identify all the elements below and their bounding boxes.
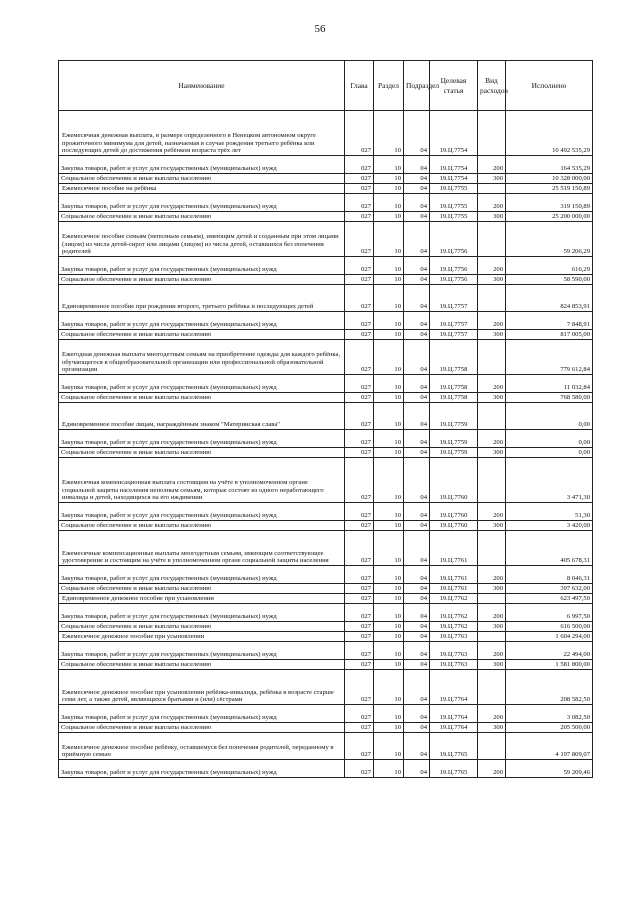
row-section: 10 bbox=[374, 184, 404, 194]
table-row bbox=[59, 566, 593, 584]
row-chapter: 027 bbox=[345, 531, 374, 566]
row-expense-type bbox=[478, 403, 506, 430]
header-chapter: Глава bbox=[345, 61, 374, 111]
row-target: 19.Ц.7754 bbox=[430, 174, 478, 184]
header-subsection: Подраздел bbox=[404, 61, 430, 111]
row-target: 19.Ц.7761 bbox=[430, 531, 478, 566]
row-expense-type bbox=[478, 632, 506, 642]
row-section: 10 bbox=[374, 285, 404, 312]
table-row bbox=[59, 375, 593, 393]
row-chapter: 027 bbox=[345, 212, 374, 222]
header-name: Наименование bbox=[59, 61, 345, 111]
row-expense-type: 200 bbox=[478, 566, 506, 584]
row-name: Социальное обеспечение и иные выплаты населению bbox=[59, 275, 345, 285]
row-subsection: 04 bbox=[404, 660, 430, 670]
row-chapter: 027 bbox=[345, 184, 374, 194]
row-section: 10 bbox=[374, 194, 404, 212]
table-row bbox=[59, 330, 593, 340]
row-expense-type: 200 bbox=[478, 430, 506, 448]
table-row bbox=[59, 521, 593, 531]
row-chapter: 027 bbox=[345, 521, 374, 531]
row-subsection: 04 bbox=[404, 531, 430, 566]
row-name: Ежемесячная компенсационная выплата состоящим на учёте в уполномоченном органе социальной защиты населения неполным семьям, которые состоят из одного неработающего инвалида и детей, находящихся на его иждивении bbox=[59, 458, 345, 503]
row-subsection: 04 bbox=[404, 340, 430, 375]
row-subsection: 04 bbox=[404, 403, 430, 430]
row-target: 19.Ц.7762 bbox=[430, 594, 478, 604]
row-name: Социальное обеспечение и иные выплаты населению bbox=[59, 584, 345, 594]
table-header-row bbox=[59, 61, 593, 111]
row-subsection: 04 bbox=[404, 430, 430, 448]
table-row bbox=[59, 285, 593, 312]
row-name: Ежемесячное пособие семьям (неполным семьям), имеющим детей и созданным при этом лицами (лицом) из числа детей-сирот или лицами (лицом) из числа детей, оставшихся без попечения родителей bbox=[59, 222, 345, 257]
row-section: 10 bbox=[374, 403, 404, 430]
table-row bbox=[59, 111, 593, 156]
table-row bbox=[59, 257, 593, 275]
row-target: 19.Ц.7759 bbox=[430, 403, 478, 430]
row-subsection: 04 bbox=[404, 330, 430, 340]
row-target: 19.Ц.7760 bbox=[430, 521, 478, 531]
row-target: 19.Ц.7757 bbox=[430, 330, 478, 340]
row-name: Социальное обеспечение и иные выплаты населению bbox=[59, 393, 345, 403]
row-expense-type: 300 bbox=[478, 393, 506, 403]
row-name: Закупка товаров, работ и услуг для государственных (муниципальных) нужд bbox=[59, 760, 345, 778]
row-expense-type bbox=[478, 340, 506, 375]
table-row bbox=[59, 448, 593, 458]
row-section: 10 bbox=[374, 212, 404, 222]
table-row bbox=[59, 733, 593, 760]
row-executed: 51,30 bbox=[506, 503, 593, 521]
row-chapter: 027 bbox=[345, 604, 374, 622]
row-name: Социальное обеспечение и иные выплаты населению bbox=[59, 723, 345, 733]
row-expense-type: 200 bbox=[478, 375, 506, 393]
row-target: 19.Ц.7765 bbox=[430, 760, 478, 778]
row-expense-type: 300 bbox=[478, 275, 506, 285]
row-executed: 1 604 294,00 bbox=[506, 632, 593, 642]
row-executed: 616,29 bbox=[506, 257, 593, 275]
row-name: Закупка товаров, работ и услуг для государственных (муниципальных) нужд bbox=[59, 312, 345, 330]
row-expense-type: 200 bbox=[478, 642, 506, 660]
row-subsection: 04 bbox=[404, 174, 430, 184]
row-chapter: 027 bbox=[345, 448, 374, 458]
row-expense-type: 300 bbox=[478, 622, 506, 632]
row-expense-type bbox=[478, 222, 506, 257]
row-name: Социальное обеспечение и иные выплаты населению bbox=[59, 330, 345, 340]
row-section: 10 bbox=[374, 340, 404, 375]
row-target: 19.Ц.7764 bbox=[430, 705, 478, 723]
row-name: Закупка товаров, работ и услуг для государственных (муниципальных) нужд bbox=[59, 257, 345, 275]
row-target: 19.Ц.7758 bbox=[430, 375, 478, 393]
row-chapter: 027 bbox=[345, 705, 374, 723]
table-row bbox=[59, 723, 593, 733]
table-row bbox=[59, 194, 593, 212]
row-chapter: 027 bbox=[345, 723, 374, 733]
row-section: 10 bbox=[374, 174, 404, 184]
row-executed: 824 853,91 bbox=[506, 285, 593, 312]
header-type: Вид расходов bbox=[478, 61, 506, 111]
row-subsection: 04 bbox=[404, 156, 430, 174]
row-expense-type bbox=[478, 184, 506, 194]
table-row bbox=[59, 312, 593, 330]
row-executed: 0,00 bbox=[506, 430, 593, 448]
row-target: 19.Ц.7759 bbox=[430, 430, 478, 448]
row-chapter: 027 bbox=[345, 430, 374, 448]
row-name: Ежемесячное денежное пособие при усыновлении ребёнка-инвалида, ребёнка в возрасте старше семи лет, а также детей, являющихся братьями и (или) сёстрами bbox=[59, 670, 345, 705]
row-chapter: 027 bbox=[345, 312, 374, 330]
row-expense-type: 300 bbox=[478, 660, 506, 670]
row-target: 19.Ц.7762 bbox=[430, 622, 478, 632]
row-chapter: 027 bbox=[345, 566, 374, 584]
table-row bbox=[59, 760, 593, 778]
row-subsection: 04 bbox=[404, 212, 430, 222]
row-section: 10 bbox=[374, 503, 404, 521]
row-section: 10 bbox=[374, 760, 404, 778]
row-name: Ежемесячное пособие на ребёнка bbox=[59, 184, 345, 194]
row-section: 10 bbox=[374, 705, 404, 723]
row-executed: 768 580,00 bbox=[506, 393, 593, 403]
row-section: 10 bbox=[374, 393, 404, 403]
row-executed: 58 590,00 bbox=[506, 275, 593, 285]
row-chapter: 027 bbox=[345, 330, 374, 340]
row-section: 10 bbox=[374, 330, 404, 340]
row-expense-type bbox=[478, 111, 506, 156]
row-executed: 10 492 535,29 bbox=[506, 111, 593, 156]
row-subsection: 04 bbox=[404, 604, 430, 622]
row-name: Социальное обеспечение и иные выплаты населению bbox=[59, 622, 345, 632]
table-row bbox=[59, 632, 593, 642]
row-executed: 616 500,00 bbox=[506, 622, 593, 632]
row-section: 10 bbox=[374, 156, 404, 174]
row-subsection: 04 bbox=[404, 222, 430, 257]
row-expense-type: 200 bbox=[478, 503, 506, 521]
row-name: Единовременное пособие лицам, награждённым знаком "Материнская слава" bbox=[59, 403, 345, 430]
row-target: 19.Ц.7760 bbox=[430, 458, 478, 503]
row-expense-type: 300 bbox=[478, 330, 506, 340]
row-chapter: 027 bbox=[345, 503, 374, 521]
row-subsection: 04 bbox=[404, 312, 430, 330]
row-section: 10 bbox=[374, 312, 404, 330]
row-chapter: 027 bbox=[345, 403, 374, 430]
row-name: Ежемесячные компенсационные выплаты многодетным семьям, имеющим соответствующее удостоверение и состоящим на учёте в уполномоченном органе социальной защиты населения bbox=[59, 531, 345, 566]
row-executed: 1 581 800,00 bbox=[506, 660, 593, 670]
row-subsection: 04 bbox=[404, 285, 430, 312]
row-subsection: 04 bbox=[404, 584, 430, 594]
row-expense-type: 200 bbox=[478, 604, 506, 622]
row-target: 19.Ц.7764 bbox=[430, 670, 478, 705]
row-expense-type bbox=[478, 594, 506, 604]
row-section: 10 bbox=[374, 275, 404, 285]
row-target: 19.Ц.7763 bbox=[430, 642, 478, 660]
row-section: 10 bbox=[374, 604, 404, 622]
row-executed: 623 497,50 bbox=[506, 594, 593, 604]
row-executed: 405 678,31 bbox=[506, 531, 593, 566]
row-subsection: 04 bbox=[404, 111, 430, 156]
row-subsection: 04 bbox=[404, 705, 430, 723]
row-executed: 319 150,89 bbox=[506, 194, 593, 212]
row-section: 10 bbox=[374, 566, 404, 584]
row-chapter: 027 bbox=[345, 275, 374, 285]
row-name: Закупка товаров, работ и услуг для государственных (муниципальных) нужд bbox=[59, 705, 345, 723]
table-row bbox=[59, 604, 593, 622]
row-executed: 22 494,00 bbox=[506, 642, 593, 660]
row-target: 19.Ц.7755 bbox=[430, 212, 478, 222]
row-expense-type bbox=[478, 733, 506, 760]
table-row bbox=[59, 222, 593, 257]
row-section: 10 bbox=[374, 632, 404, 642]
row-target: 19.Ц.7756 bbox=[430, 275, 478, 285]
row-expense-type bbox=[478, 458, 506, 503]
row-section: 10 bbox=[374, 222, 404, 257]
row-name: Единовременное пособие при рождении второго, третьего ребёнка и последующих детей bbox=[59, 285, 345, 312]
row-target: 19.Ц.7756 bbox=[430, 257, 478, 275]
row-expense-type: 200 bbox=[478, 760, 506, 778]
row-target: 19.Ц.7760 bbox=[430, 503, 478, 521]
row-executed: 8 046,31 bbox=[506, 566, 593, 584]
row-subsection: 04 bbox=[404, 448, 430, 458]
table-row bbox=[59, 660, 593, 670]
row-executed: 397 632,00 bbox=[506, 584, 593, 594]
row-target: 19.Ц.7755 bbox=[430, 184, 478, 194]
row-target: 19.Ц.7765 bbox=[430, 733, 478, 760]
row-target: 19.Ц.7755 bbox=[430, 194, 478, 212]
row-expense-type: 200 bbox=[478, 312, 506, 330]
table-row bbox=[59, 503, 593, 521]
row-subsection: 04 bbox=[404, 503, 430, 521]
row-chapter: 027 bbox=[345, 733, 374, 760]
row-name: Социальное обеспечение и иные выплаты населению bbox=[59, 660, 345, 670]
row-subsection: 04 bbox=[404, 521, 430, 531]
row-target: 19.Ц.7757 bbox=[430, 285, 478, 312]
row-section: 10 bbox=[374, 660, 404, 670]
row-section: 10 bbox=[374, 723, 404, 733]
row-executed: 25 519 150,89 bbox=[506, 184, 593, 194]
row-executed: 205 500,00 bbox=[506, 723, 593, 733]
row-chapter: 027 bbox=[345, 285, 374, 312]
row-subsection: 04 bbox=[404, 642, 430, 660]
row-executed: 817 005,00 bbox=[506, 330, 593, 340]
table-row bbox=[59, 531, 593, 566]
budget-table bbox=[58, 60, 593, 778]
row-expense-type: 200 bbox=[478, 257, 506, 275]
row-expense-type bbox=[478, 531, 506, 566]
row-name: Закупка товаров, работ и услуг для государственных (муниципальных) нужд bbox=[59, 604, 345, 622]
row-expense-type bbox=[478, 285, 506, 312]
row-name: Закупка товаров, работ и услуг для государственных (муниципальных) нужд bbox=[59, 375, 345, 393]
row-chapter: 027 bbox=[345, 594, 374, 604]
table-row bbox=[59, 670, 593, 705]
row-expense-type: 300 bbox=[478, 212, 506, 222]
row-executed: 11 032,84 bbox=[506, 375, 593, 393]
row-section: 10 bbox=[374, 584, 404, 594]
row-executed: 208 582,50 bbox=[506, 670, 593, 705]
row-expense-type: 200 bbox=[478, 194, 506, 212]
table-row bbox=[59, 622, 593, 632]
row-subsection: 04 bbox=[404, 632, 430, 642]
row-chapter: 027 bbox=[345, 458, 374, 503]
row-chapter: 027 bbox=[345, 222, 374, 257]
row-target: 19.Ц.7764 bbox=[430, 723, 478, 733]
row-executed: 10 328 000,00 bbox=[506, 174, 593, 184]
row-target: 19.Ц.7754 bbox=[430, 111, 478, 156]
row-executed: 59 209,46 bbox=[506, 760, 593, 778]
row-subsection: 04 bbox=[404, 760, 430, 778]
header-executed: Исполнено bbox=[506, 61, 593, 111]
row-executed: 0,00 bbox=[506, 403, 593, 430]
row-section: 10 bbox=[374, 521, 404, 531]
row-name: Социальное обеспечение и иные выплаты населению bbox=[59, 174, 345, 184]
row-section: 10 bbox=[374, 670, 404, 705]
row-executed: 0,00 bbox=[506, 448, 593, 458]
row-section: 10 bbox=[374, 375, 404, 393]
row-section: 10 bbox=[374, 257, 404, 275]
row-subsection: 04 bbox=[404, 566, 430, 584]
row-subsection: 04 bbox=[404, 194, 430, 212]
table-body bbox=[59, 111, 593, 778]
row-section: 10 bbox=[374, 594, 404, 604]
row-chapter: 027 bbox=[345, 622, 374, 632]
table-row bbox=[59, 156, 593, 174]
row-target: 19.Ц.7762 bbox=[430, 604, 478, 622]
row-name: Закупка товаров, работ и услуг для государственных (муниципальных) нужд bbox=[59, 194, 345, 212]
row-name: Ежемесячное денежное пособие при усыновлении bbox=[59, 632, 345, 642]
row-chapter: 027 bbox=[345, 340, 374, 375]
row-section: 10 bbox=[374, 531, 404, 566]
row-chapter: 027 bbox=[345, 174, 374, 184]
row-name: Единовременное денежное пособие при усыновлении bbox=[59, 594, 345, 604]
row-target: 19.Ц.7763 bbox=[430, 660, 478, 670]
row-expense-type: 300 bbox=[478, 723, 506, 733]
row-name: Закупка товаров, работ и услуг для государственных (муниципальных) нужд bbox=[59, 642, 345, 660]
row-expense-type: 300 bbox=[478, 584, 506, 594]
row-target: 19.Ц.7763 bbox=[430, 632, 478, 642]
row-chapter: 027 bbox=[345, 660, 374, 670]
row-section: 10 bbox=[374, 733, 404, 760]
row-target: 19.Ц.7759 bbox=[430, 448, 478, 458]
row-name: Социальное обеспечение и иные выплаты населению bbox=[59, 521, 345, 531]
row-name: Ежемесячная денежная выплата, в размере определенного в Ненецком автономном округе прожиточного минимума для детей, назначаемая в случае рождения третьего ребёнка или последующих детей до достижения ребёнком возраста трёх лет bbox=[59, 111, 345, 156]
row-subsection: 04 bbox=[404, 257, 430, 275]
row-chapter: 027 bbox=[345, 375, 374, 393]
table-row bbox=[59, 275, 593, 285]
row-chapter: 027 bbox=[345, 584, 374, 594]
row-target: 19.Ц.7761 bbox=[430, 584, 478, 594]
row-section: 10 bbox=[374, 642, 404, 660]
row-section: 10 bbox=[374, 430, 404, 448]
row-name: Ежегодная денежная выплата многодетным семьям на приобретение одежды для каждого ребёнка, обучающегося в общеобразовательной организации или профессиональной образовательной организации bbox=[59, 340, 345, 375]
row-subsection: 04 bbox=[404, 184, 430, 194]
row-target: 19.Ц.7757 bbox=[430, 312, 478, 330]
row-subsection: 04 bbox=[404, 733, 430, 760]
table-row bbox=[59, 584, 593, 594]
row-subsection: 04 bbox=[404, 458, 430, 503]
row-subsection: 04 bbox=[404, 275, 430, 285]
row-executed: 3 420,00 bbox=[506, 521, 593, 531]
row-target: 19.Ц.7758 bbox=[430, 340, 478, 375]
table-row bbox=[59, 705, 593, 723]
table-row bbox=[59, 393, 593, 403]
row-name: Закупка товаров, работ и услуг для государственных (муниципальных) нужд bbox=[59, 503, 345, 521]
row-target: 19.Ц.7756 bbox=[430, 222, 478, 257]
row-target: 19.Ц.7761 bbox=[430, 566, 478, 584]
row-name: Ежемесячное денежное пособие ребёнку, оставшемуся без попечения родителей, переданному в приёмную семью bbox=[59, 733, 345, 760]
row-subsection: 04 bbox=[404, 393, 430, 403]
header-target: Целевая статья bbox=[430, 61, 478, 111]
row-executed: 3 082,50 bbox=[506, 705, 593, 723]
table-row bbox=[59, 212, 593, 222]
row-chapter: 027 bbox=[345, 670, 374, 705]
row-expense-type: 300 bbox=[478, 448, 506, 458]
row-expense-type bbox=[478, 670, 506, 705]
row-chapter: 027 bbox=[345, 393, 374, 403]
header-section: Раздел bbox=[374, 61, 404, 111]
row-chapter: 027 bbox=[345, 156, 374, 174]
row-expense-type: 300 bbox=[478, 174, 506, 184]
row-subsection: 04 bbox=[404, 723, 430, 733]
table-row bbox=[59, 174, 593, 184]
table-row bbox=[59, 458, 593, 503]
row-expense-type: 200 bbox=[478, 705, 506, 723]
page-number: 56 bbox=[314, 23, 326, 35]
row-chapter: 027 bbox=[345, 642, 374, 660]
row-expense-type: 300 bbox=[478, 521, 506, 531]
row-chapter: 027 bbox=[345, 257, 374, 275]
row-target: 19.Ц.7758 bbox=[430, 393, 478, 403]
row-target: 19.Ц.7754 bbox=[430, 156, 478, 174]
table-row bbox=[59, 184, 593, 194]
row-executed: 7 848,91 bbox=[506, 312, 593, 330]
row-section: 10 bbox=[374, 111, 404, 156]
row-section: 10 bbox=[374, 448, 404, 458]
table-row bbox=[59, 403, 593, 430]
table-row bbox=[59, 340, 593, 375]
row-section: 10 bbox=[374, 622, 404, 632]
table-row bbox=[59, 430, 593, 448]
row-chapter: 027 bbox=[345, 194, 374, 212]
row-name: Социальное обеспечение и иные выплаты населению bbox=[59, 212, 345, 222]
row-section: 10 bbox=[374, 458, 404, 503]
row-chapter: 027 bbox=[345, 632, 374, 642]
row-chapter: 027 bbox=[345, 760, 374, 778]
row-subsection: 04 bbox=[404, 594, 430, 604]
row-executed: 59 206,29 bbox=[506, 222, 593, 257]
row-subsection: 04 bbox=[404, 375, 430, 393]
row-subsection: 04 bbox=[404, 622, 430, 632]
row-name: Закупка товаров, работ и услуг для государственных (муниципальных) нужд bbox=[59, 566, 345, 584]
row-executed: 164 535,29 bbox=[506, 156, 593, 174]
row-subsection: 04 bbox=[404, 670, 430, 705]
row-name: Закупка товаров, работ и услуг для государственных (муниципальных) нужд bbox=[59, 156, 345, 174]
row-executed: 3 471,30 bbox=[506, 458, 593, 503]
row-name: Социальное обеспечение и иные выплаты населению bbox=[59, 448, 345, 458]
row-executed: 779 612,84 bbox=[506, 340, 593, 375]
table-row bbox=[59, 594, 593, 604]
row-name: Закупка товаров, работ и услуг для государственных (муниципальных) нужд bbox=[59, 430, 345, 448]
table-row bbox=[59, 642, 593, 660]
row-expense-type: 200 bbox=[478, 156, 506, 174]
row-chapter: 027 bbox=[345, 111, 374, 156]
row-executed: 25 200 000,00 bbox=[506, 212, 593, 222]
row-executed: 4 197 809,07 bbox=[506, 733, 593, 760]
row-executed: 6 997,50 bbox=[506, 604, 593, 622]
